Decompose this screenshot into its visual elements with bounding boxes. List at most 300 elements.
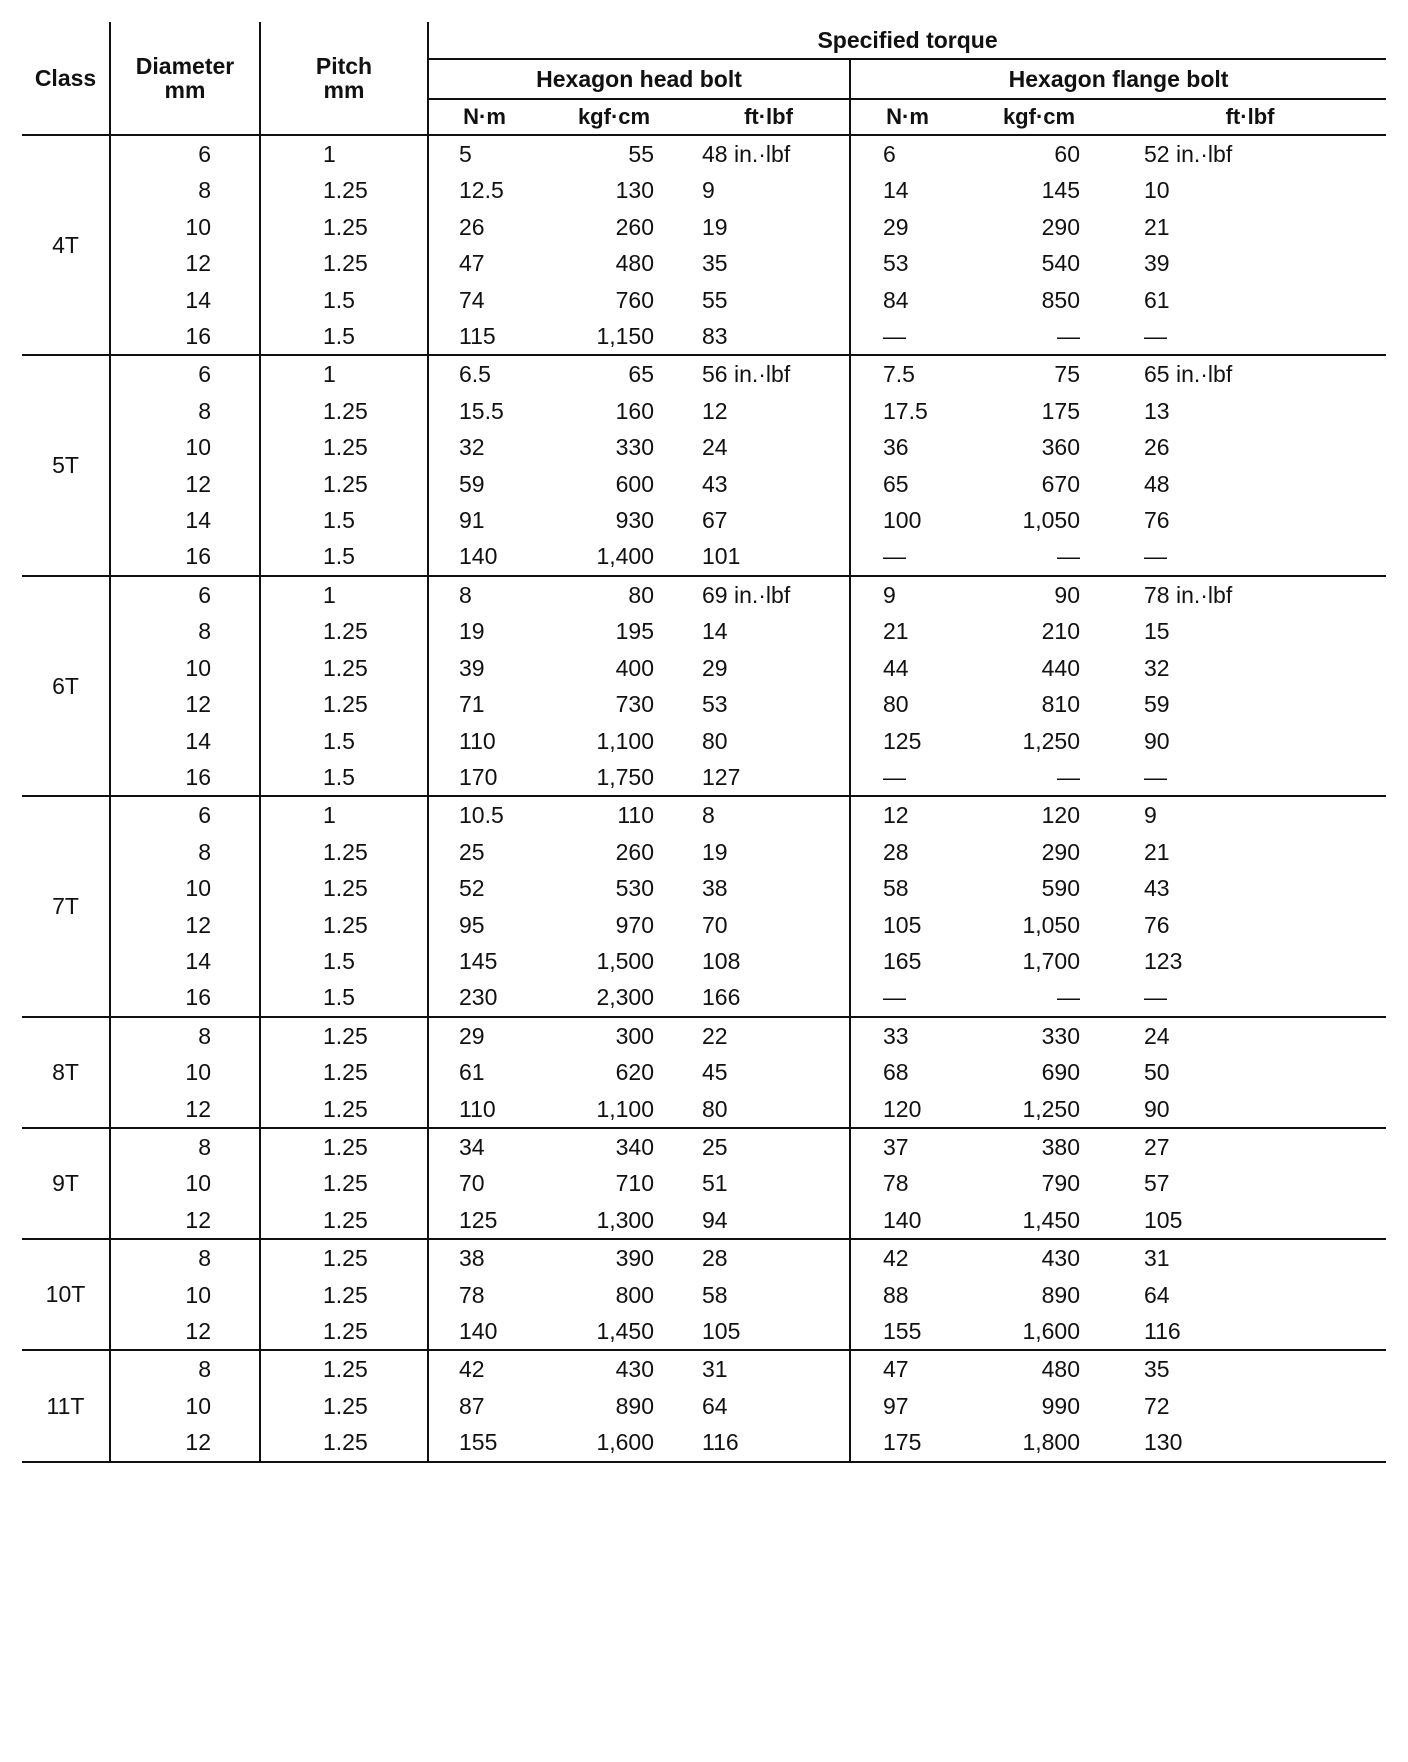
head-ftlbf-value: 43	[702, 470, 728, 497]
diameter-value: 14	[185, 507, 211, 534]
flange-nm-value: 9	[883, 581, 896, 608]
head-ftlbf-value: 38	[702, 875, 728, 902]
head-ftlbf-value: 70	[702, 911, 728, 938]
flange-ftlbf-value: 15	[1144, 618, 1170, 645]
head-nm-value: 140	[459, 1318, 498, 1344]
head-ftlbf-value: 35	[702, 250, 728, 277]
head-ftlbf-value: 19	[702, 838, 728, 865]
pitch-cell	[260, 796, 428, 1016]
diameter-value: 12	[185, 1095, 211, 1122]
head-ftlbf-value: 28	[702, 1245, 728, 1272]
header-diameter-label: Diameter	[135, 52, 235, 79]
header-unit-kgfcm-flange: kgf·cm	[964, 99, 1114, 135]
pitch-cell	[260, 1128, 428, 1239]
flange-ftlbf-value: 72	[1144, 1392, 1170, 1419]
head-nm-value: 32	[459, 434, 485, 461]
head-ftlbf-value: 56 in.·lbf	[702, 361, 791, 388]
head-kgfcm-cell	[540, 1350, 688, 1461]
head-ftlbf-value: 8	[702, 802, 715, 829]
head-ftlbf-value: 69 in.·lbf	[702, 581, 791, 608]
table-row	[22, 576, 1386, 796]
head-nm-value: 140	[459, 543, 498, 570]
flange-nm-value: 53	[883, 250, 909, 277]
head-ftlbf-value: 83	[702, 323, 728, 350]
diameter-value: 10	[185, 1170, 211, 1197]
flange-kgfcm-value: 540	[1041, 250, 1080, 277]
head-nm-cell	[428, 1239, 540, 1350]
head-kgfcm-value: 970	[615, 911, 654, 938]
head-nm-cell	[428, 1350, 540, 1461]
flange-ftlbf-value: 123	[1144, 947, 1183, 974]
flange-nm-value: 21	[883, 618, 909, 645]
flange-kgfcm-value: 330	[1041, 1022, 1080, 1049]
flange-kgfcm-value: 890	[1041, 1281, 1080, 1308]
header-unit-nm-flange: N·m	[850, 99, 964, 135]
pitch-cell	[260, 135, 428, 355]
head-ftlbf-value: 116	[702, 1429, 739, 1456]
head-nm-value: 91	[459, 507, 485, 534]
flange-ftlbf-cell	[1114, 1350, 1386, 1461]
flange-kgfcm-value: 990	[1041, 1392, 1080, 1419]
diameter-value: 8	[198, 1356, 211, 1383]
head-kgfcm-value: 260	[615, 838, 654, 865]
flange-ftlbf-value: 52 in.·lbf	[1144, 141, 1233, 167]
head-nm-value: 52	[459, 875, 485, 902]
table-row	[22, 355, 1386, 575]
head-kgfcm-cell	[540, 1239, 688, 1350]
flange-nm-cell	[850, 576, 964, 796]
flange-kgfcm-value: 1,050	[1022, 507, 1080, 534]
pitch-value: 1.25	[323, 250, 368, 277]
head-ftlbf-value: 53	[702, 691, 728, 718]
torque-spec-sheet	[22, 22, 1386, 1463]
flange-ftlbf-value: 116	[1144, 1318, 1181, 1344]
flange-kgfcm-value: 75	[1054, 361, 1080, 388]
head-ftlbf-value: 64	[702, 1392, 728, 1419]
flange-kgfcm-value: 60	[1054, 141, 1080, 167]
flange-nm-value: —	[883, 543, 906, 570]
head-nm-value: 74	[459, 286, 485, 313]
flange-nm-cell	[850, 1128, 964, 1239]
head-kgfcm-value: 1,150	[596, 323, 654, 350]
head-nm-value: 5	[459, 141, 472, 167]
flange-ftlbf-value: 61	[1144, 286, 1170, 313]
flange-ftlbf-cell	[1114, 1017, 1386, 1128]
flange-kgfcm-cell	[964, 1128, 1114, 1239]
header-unit-ftlbf-head: ft·lbf	[688, 99, 850, 135]
head-nm-value: 115	[459, 323, 496, 350]
pitch-value: 1.25	[323, 838, 368, 865]
head-nm-value: 25	[459, 838, 485, 865]
diameter-value: 12	[185, 1318, 211, 1344]
head-ftlbf-value: 80	[702, 1095, 728, 1122]
flange-kgfcm-value: 290	[1041, 838, 1080, 865]
flange-ftlbf-value: 10	[1144, 177, 1170, 204]
diameter-cell	[110, 796, 260, 1016]
flange-kgfcm-value: 810	[1041, 691, 1080, 718]
pitch-value: 1.25	[323, 1392, 368, 1419]
flange-nm-value: 80	[883, 691, 909, 718]
bolt-torque-table	[22, 22, 1386, 1463]
header-hexagon-head-bolt-label: Hexagon head bolt	[536, 65, 742, 92]
flange-nm-value: 29	[883, 213, 909, 240]
flange-kgfcm-cell	[964, 355, 1114, 575]
pitch-value: 1.25	[323, 691, 368, 718]
class-cell: 10T	[22, 1239, 110, 1350]
head-nm-cell	[428, 135, 540, 355]
table-row	[22, 1128, 1386, 1239]
head-nm-value: 29	[459, 1022, 485, 1049]
head-ftlbf-value: 24	[702, 434, 728, 461]
head-nm-value: 12.5	[459, 177, 504, 204]
head-kgfcm-value: 2,300	[596, 984, 654, 1011]
diameter-cell	[110, 135, 260, 355]
flange-nm-value: 125	[883, 727, 922, 754]
flange-nm-cell	[850, 135, 964, 355]
head-nm-value: 95	[459, 911, 485, 938]
head-ftlbf-value: 12	[702, 397, 728, 424]
head-ftlbf-value: 108	[702, 947, 741, 974]
table-header	[22, 22, 1386, 135]
flange-kgfcm-value: 850	[1041, 286, 1080, 313]
flange-ftlbf-value: —	[1144, 323, 1167, 350]
flange-ftlbf-value: 43	[1144, 875, 1170, 902]
flange-nm-value: 84	[883, 286, 909, 313]
flange-kgfcm-value: 175	[1041, 397, 1080, 424]
header-hexagon-head-bolt	[428, 59, 850, 99]
flange-ftlbf-value: 24	[1144, 1022, 1170, 1049]
class-cell: 4T	[22, 135, 110, 355]
flange-kgfcm-cell	[964, 796, 1114, 1016]
flange-ftlbf-value: 27	[1144, 1133, 1170, 1160]
header-pitch-label: Pitch	[315, 52, 373, 79]
flange-ftlbf-value: 57	[1144, 1170, 1170, 1197]
head-kgfcm-value: 130	[615, 177, 654, 204]
diameter-value: 8	[198, 177, 211, 204]
head-nm-value: 59	[459, 470, 485, 497]
head-nm-value: 47	[459, 250, 485, 277]
head-nm-value: 110	[459, 727, 496, 754]
flange-nm-value: 175	[883, 1429, 922, 1456]
diameter-value: 10	[185, 1281, 211, 1308]
head-ftlbf-value: 94	[702, 1206, 728, 1233]
flange-ftlbf-value: 105	[1144, 1206, 1183, 1233]
diameter-cell	[110, 1239, 260, 1350]
head-ftlbf-cell	[688, 1350, 850, 1461]
flange-nm-cell	[850, 1350, 964, 1461]
header-hexagon-flange-bolt-label: Hexagon flange bolt	[1008, 65, 1229, 92]
flange-nm-value: 140	[883, 1206, 922, 1233]
head-ftlbf-value: 48 in.·lbf	[702, 141, 791, 167]
flange-nm-value: —	[883, 763, 906, 790]
head-kgfcm-value: 80	[628, 581, 654, 608]
flange-kgfcm-cell	[964, 1239, 1114, 1350]
head-nm-value: 87	[459, 1392, 485, 1419]
flange-nm-value: 88	[883, 1281, 909, 1308]
head-kgfcm-value: 160	[615, 397, 654, 424]
flange-nm-value: 7.5	[883, 361, 915, 388]
flange-ftlbf-value: 9	[1144, 802, 1157, 829]
head-kgfcm-value: 1,300	[596, 1206, 654, 1233]
flange-kgfcm-value: —	[1057, 543, 1080, 570]
head-kgfcm-value: 55	[628, 141, 654, 167]
flange-kgfcm-value: 360	[1041, 434, 1080, 461]
head-kgfcm-value: 530	[615, 875, 654, 902]
flange-kgfcm-cell	[964, 576, 1114, 796]
flange-kgfcm-value: 380	[1041, 1133, 1080, 1160]
head-nm-value: 34	[459, 1133, 485, 1160]
diameter-cell	[110, 355, 260, 575]
diameter-value: 14	[185, 727, 211, 754]
flange-nm-value: 36	[883, 434, 909, 461]
diameter-cell	[110, 1017, 260, 1128]
pitch-value: 1.5	[323, 763, 355, 790]
header-diameter	[110, 22, 260, 135]
diameter-value: 14	[185, 286, 211, 313]
flange-nm-cell	[850, 1017, 964, 1128]
head-kgfcm-value: 800	[615, 1281, 654, 1308]
head-kgfcm-value: 890	[615, 1392, 654, 1419]
head-kgfcm-value: 600	[615, 470, 654, 497]
flange-ftlbf-cell	[1114, 355, 1386, 575]
diameter-value: 12	[185, 470, 211, 497]
pitch-value: 1.25	[323, 1022, 368, 1049]
head-nm-value: 6.5	[459, 361, 491, 388]
flange-ftlbf-value: 90	[1144, 1095, 1170, 1122]
flange-nm-value: 42	[883, 1245, 909, 1272]
diameter-cell	[110, 1350, 260, 1461]
pitch-value: 1	[323, 802, 336, 829]
head-kgfcm-value: 1,500	[596, 947, 654, 974]
pitch-value: 1.5	[323, 323, 355, 350]
pitch-value: 1.25	[323, 1356, 368, 1383]
diameter-value: 6	[198, 802, 211, 829]
head-kgfcm-value: 730	[615, 691, 654, 718]
diameter-value: 8	[198, 618, 211, 645]
head-nm-cell	[428, 355, 540, 575]
head-ftlbf-value: 101	[702, 543, 741, 570]
table-row	[22, 1017, 1386, 1128]
class-cell: 11T	[22, 1350, 110, 1461]
head-nm-value: 42	[459, 1356, 485, 1383]
flange-ftlbf-value: —	[1144, 763, 1167, 790]
pitch-cell	[260, 1350, 428, 1461]
pitch-value: 1.25	[323, 1133, 368, 1160]
pitch-value: 1.5	[323, 947, 355, 974]
head-kgfcm-cell	[540, 135, 688, 355]
pitch-value: 1.25	[323, 1318, 368, 1344]
head-kgfcm-value: 1,400	[596, 543, 654, 570]
flange-nm-value: 155	[883, 1318, 922, 1344]
flange-ftlbf-value: 21	[1144, 838, 1170, 865]
flange-ftlbf-value: 65 in.·lbf	[1144, 361, 1233, 388]
flange-nm-value: 37	[883, 1133, 909, 1160]
head-nm-value: 26	[459, 213, 485, 240]
pitch-value: 1.25	[323, 1281, 368, 1308]
flange-nm-value: 44	[883, 654, 909, 681]
head-ftlbf-value: 31	[702, 1356, 728, 1383]
flange-ftlbf-cell	[1114, 1239, 1386, 1350]
flange-ftlbf-value: 76	[1144, 911, 1170, 938]
diameter-value: 16	[185, 323, 211, 350]
flange-nm-cell	[850, 355, 964, 575]
pitch-value: 1.25	[323, 177, 368, 204]
flange-nm-value: 78	[883, 1170, 909, 1197]
flange-nm-value: 120	[883, 1095, 922, 1122]
pitch-value: 1.25	[323, 1170, 368, 1197]
header-unit-nm-head: N·m	[428, 99, 540, 135]
pitch-value: 1.25	[323, 1245, 368, 1272]
head-nm-value: 145	[459, 947, 498, 974]
flange-kgfcm-value: 1,800	[1022, 1429, 1080, 1456]
header-unit-kgfcm-head: kgf·cm	[540, 99, 688, 135]
flange-ftlbf-value: 130	[1144, 1429, 1183, 1456]
diameter-value: 14	[185, 947, 211, 974]
pitch-value: 1.25	[323, 434, 368, 461]
flange-ftlbf-value: 32	[1144, 654, 1170, 681]
flange-ftlbf-value: 31	[1144, 1245, 1170, 1272]
head-kgfcm-value: 110	[617, 802, 654, 829]
diameter-value: 12	[185, 1206, 211, 1233]
head-kgfcm-value: 1,600	[596, 1429, 654, 1456]
pitch-value: 1	[323, 361, 336, 388]
header-pitch	[260, 22, 428, 135]
head-nm-cell	[428, 796, 540, 1016]
head-kgfcm-cell	[540, 1017, 688, 1128]
head-kgfcm-value: 390	[615, 1245, 654, 1272]
head-nm-value: 110	[459, 1095, 496, 1122]
flange-kgfcm-cell	[964, 135, 1114, 355]
header-class	[22, 22, 110, 135]
flange-nm-cell	[850, 796, 964, 1016]
head-ftlbf-cell	[688, 1239, 850, 1350]
pitch-cell	[260, 576, 428, 796]
flange-kgfcm-value: 1,050	[1022, 911, 1080, 938]
header-specified-torque	[428, 22, 1386, 59]
flange-nm-value: 33	[883, 1022, 909, 1049]
flange-ftlbf-value: 64	[1144, 1281, 1170, 1308]
pitch-value: 1.5	[323, 507, 355, 534]
diameter-value: 12	[185, 250, 211, 277]
head-ftlbf-value: 80	[702, 727, 728, 754]
head-kgfcm-value: 620	[615, 1059, 654, 1086]
table-row	[22, 1350, 1386, 1461]
head-ftlbf-value: 166	[702, 984, 741, 1011]
flange-nm-value: —	[883, 323, 906, 350]
flange-ftlbf-value: 39	[1144, 250, 1170, 277]
flange-kgfcm-value: 1,250	[1022, 727, 1080, 754]
header-specified-torque-label: Specified torque	[817, 26, 998, 53]
flange-nm-value: —	[883, 984, 906, 1011]
diameter-value: 12	[185, 691, 211, 718]
pitch-value: 1.5	[323, 543, 355, 570]
head-nm-value: 8	[459, 581, 472, 608]
pitch-value: 1.25	[323, 213, 368, 240]
head-ftlbf-value: 22	[702, 1022, 728, 1049]
flange-ftlbf-value: 76	[1144, 507, 1170, 534]
pitch-value: 1.25	[323, 1059, 368, 1086]
flange-nm-value: 12	[883, 802, 909, 829]
flange-ftlbf-value: 48	[1144, 470, 1170, 497]
head-ftlbf-value: 127	[702, 763, 741, 790]
flange-ftlbf-value: 78 in.·lbf	[1144, 581, 1233, 608]
diameter-value: 10	[185, 654, 211, 681]
head-kgfcm-value: 300	[615, 1022, 654, 1049]
pitch-value: 1.5	[323, 286, 355, 313]
head-kgfcm-value: 340	[615, 1133, 654, 1160]
pitch-value: 1.25	[323, 618, 368, 645]
flange-kgfcm-value: 690	[1041, 1059, 1080, 1086]
pitch-value: 1	[323, 141, 336, 167]
flange-nm-value: 58	[883, 875, 909, 902]
table-row	[22, 1239, 1386, 1350]
flange-ftlbf-value: 90	[1144, 727, 1170, 754]
flange-ftlbf-value: 50	[1144, 1059, 1170, 1086]
diameter-value: 16	[185, 984, 211, 1011]
head-ftlbf-value: 25	[702, 1133, 728, 1160]
head-kgfcm-value: 930	[615, 507, 654, 534]
diameter-value: 8	[198, 1133, 211, 1160]
diameter-value: 10	[185, 1059, 211, 1086]
flange-ftlbf-value: —	[1144, 984, 1167, 1011]
diameter-value: 8	[198, 397, 211, 424]
pitch-cell	[260, 1017, 428, 1128]
flange-ftlbf-cell	[1114, 796, 1386, 1016]
pitch-value: 1	[323, 581, 336, 608]
pitch-cell	[260, 355, 428, 575]
flange-kgfcm-value: 145	[1041, 177, 1080, 204]
class-cell: 9T	[22, 1128, 110, 1239]
flange-ftlbf-cell	[1114, 576, 1386, 796]
head-nm-value: 19	[459, 618, 485, 645]
flange-ftlbf-value: 13	[1144, 397, 1170, 424]
head-nm-value: 78	[459, 1281, 485, 1308]
flange-kgfcm-value: 90	[1054, 581, 1080, 608]
pitch-value: 1.25	[323, 1206, 368, 1233]
diameter-value: 16	[185, 763, 211, 790]
head-nm-value: 230	[459, 984, 498, 1011]
head-kgfcm-cell	[540, 796, 688, 1016]
flange-ftlbf-value: 35	[1144, 1356, 1170, 1383]
head-ftlbf-cell	[688, 796, 850, 1016]
class-cell: 5T	[22, 355, 110, 575]
head-nm-value: 38	[459, 1245, 485, 1272]
diameter-value: 10	[185, 875, 211, 902]
head-nm-value: 15.5	[459, 397, 504, 424]
flange-kgfcm-value: 1,450	[1022, 1206, 1080, 1233]
flange-kgfcm-value: 440	[1041, 654, 1080, 681]
head-kgfcm-value: 760	[615, 286, 654, 313]
diameter-value: 10	[185, 434, 211, 461]
head-ftlbf-value: 29	[702, 654, 728, 681]
flange-kgfcm-value: 1,600	[1022, 1318, 1080, 1344]
flange-nm-value: 68	[883, 1059, 909, 1086]
head-kgfcm-value: 710	[615, 1170, 654, 1197]
flange-ftlbf-cell	[1114, 135, 1386, 355]
flange-nm-value: 6	[883, 141, 896, 167]
flange-kgfcm-value: 290	[1041, 213, 1080, 240]
pitch-value: 1.25	[323, 911, 368, 938]
pitch-value: 1.25	[323, 654, 368, 681]
table-row	[22, 135, 1386, 355]
head-ftlbf-cell	[688, 1128, 850, 1239]
pitch-value: 1.5	[323, 984, 355, 1011]
flange-kgfcm-value: 480	[1041, 1356, 1080, 1383]
header-unit-ftlbf-flange: ft·lbf	[1114, 99, 1386, 135]
diameter-value: 8	[198, 1245, 211, 1272]
diameter-cell	[110, 576, 260, 796]
flange-ftlbf-value: 26	[1144, 434, 1170, 461]
